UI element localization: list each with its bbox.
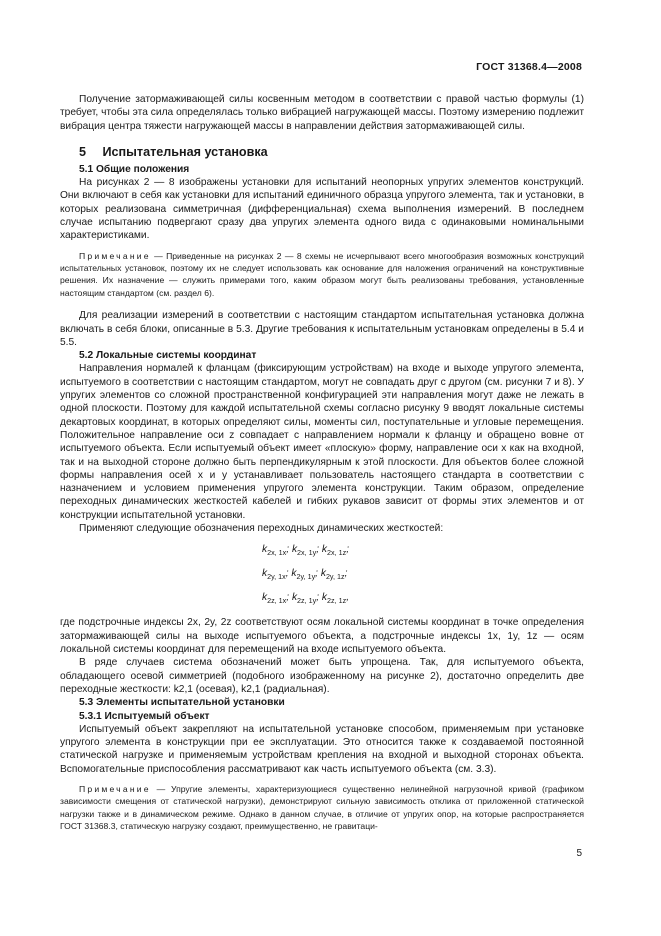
stiffness-notation-formula	[60, 544, 584, 607]
section-5-3-1-paragraph: Испытуемый объект закрепляют на испытательной установке способом, применяемым при установке упругого элемента в конструкции при ее эксплуатации. Это относится также к создаваемой постоянной статической нагрузке и применяемым устройствам крепления на входной и выходной сторонах объекта. Вспомогательные приспособления рассматривают как часть испытуемого объекта (см. 3.3).	[60, 723, 584, 775]
section-5-3-heading: 5.3 Элементы испытательной установки	[79, 697, 285, 709]
section-5-1-paragraph-2: Для реализации измерений в соответствии с настоящим стандартом испытательная установка должна включать в себя блоки, описанные в 5.3. Другие требования к испытательным установкам определены в 5.4 и 5.5.	[60, 310, 584, 348]
note-text: — Приведенные на рисунках 2 — 8 схемы не исчерпывают всего многообразия возможных конструкций испытательных установок, поэтому их не следует использовать как основание для наложения ограничений на конструктивные решения. Их назначение — служить примерами того, каким образом могут быть реализованы требования, установленные настоящим стандартом (см. раздел 6).	[60, 250, 584, 298]
intro-paragraph: Получение затормаживающей силы косвенным методом в соответствии с правой частью формулы (1) требует, чтобы эта сила определялась только вибрацией нагружающей массы. Поэтому измерению подлежит вибрация центра тяжести нагружающей массы в направлении действия затормаживающей силы.	[60, 94, 584, 132]
note-label: Примечание	[79, 250, 151, 261]
note-label: Примечание	[79, 784, 151, 794]
section-5-2-paragraph-1: Направления нормалей к фланцам (фиксирующим устройствам) на входе и выходе упругого элемента, испытуемого в соответствии с настоящим стандартом, могут не совпадать друг с другом (см. рисунки 7 и 8). У упругих элементов со сложной пространственной конфигурацией эти направления могут даже не лежать в одной плоскости. Поэтому для каждой испытательной схемы согласно рисунку 9 вводят локальные системы декартовых координат, в которых определяют силы, моменты сил, поступательные и угловые перемещения. Положительное направление оси z совпадает с направлением нормали к фланцу и обращено вовне от испытуемого объекта. Если испытуемый объект имеет «плоскую» форму, направление оси x как на входной, так и на выходной стороне должно быть перпендикулярным к этой плоскости. Для объектов более сложной формы направления осей x и y устанавливает пользователь настоящего стандарта в соответствии с назначением и условием применения упругого элемента конструкции. Таким образом, определение переходных динамических жесткостей кабелей и гибких рукавов зависит от формы этих элементов и от конструкции испытательной установки.	[60, 363, 584, 521]
formula-line-3: $k_{2z, 1x}$; $k_{2z, 1y}$; $k_{2z, 1z}$,	[262, 592, 350, 606]
section-5-1-heading: 5.1 Общие положения	[79, 163, 190, 175]
section-5-3-1-note	[60, 783, 584, 833]
page-number: 5	[576, 848, 582, 859]
formula-line-2: $k_{2y, 1x}$; $k_{2y, 1y}$; $k_{2y, 1z}$;	[262, 568, 348, 582]
formula-line-1: $k_{2x, 1x}$; $k_{2x, 1y}$; $k_{2x, 1z}$;	[262, 544, 350, 558]
section-5-heading	[60, 145, 584, 159]
section-5-2-heading: 5.2 Локальные системы координат	[79, 350, 257, 362]
section-5-2-paragraph-2: Применяют следующие обозначения переходных динамических жесткостей:	[79, 523, 444, 535]
page-content	[60, 93, 584, 833]
section-5-1-note	[60, 250, 584, 300]
note-text: — Упругие элементы, характеризующиеся существенно нелинейной нагрузочной кривой (графиком зависимости смещения от статической нагрузки), демонстрируют сильную зависимость отклика от приложенной статической нагрузки также и в динамическом режиме. Однако в данном случае, в отличие от упругих опор, на которые распространяется ГОСТ 31368.3, статическую нагрузку создают, преимущественно, не гравитаци-	[60, 784, 584, 832]
section-5-2-paragraph-4: В ряде случаев система обозначений может быть упрощена. Так, для испытуемого объекта, обладающего осевой симметрией (подобного изображенному на рисунке 2), достаточно определить две переходные жесткости: k2,1 (осевая), k2,1 (радиальная).	[60, 657, 584, 695]
section-5-3-1-heading: 5.3.1 Испытуемый объект	[79, 710, 210, 722]
section-5-title: Испытательная установка	[102, 144, 268, 159]
document-code: ГОСТ 31368.4—2008	[476, 61, 582, 73]
section-5-number: 5	[79, 144, 87, 159]
section-5-2-paragraph-3: где подстрочные индексы 2x, 2y, 2z соответствуют осям локальной системы координат в точке определения затормаживающей силы на выходе испытуемого объекта, а подстрочные индексы 1x, 1y, 1z — осям локальной системы координат для перемещений на входе испытуемого объекта.	[60, 617, 584, 656]
section-5-1-paragraph-1: На рисунках 2 — 8 изображены установки для испытаний неопорных упругих элементов конструкций. Они включают в себя как установки для испытаний единичного образца упругого элемента, так и установки, в которых реализована симметричная (дифференциальная) схема выполнения измерений. В последнем случае испытанию подвергают сразу два упругих элемента одного вида с одинаковыми номинальными характеристиками.	[60, 177, 584, 242]
